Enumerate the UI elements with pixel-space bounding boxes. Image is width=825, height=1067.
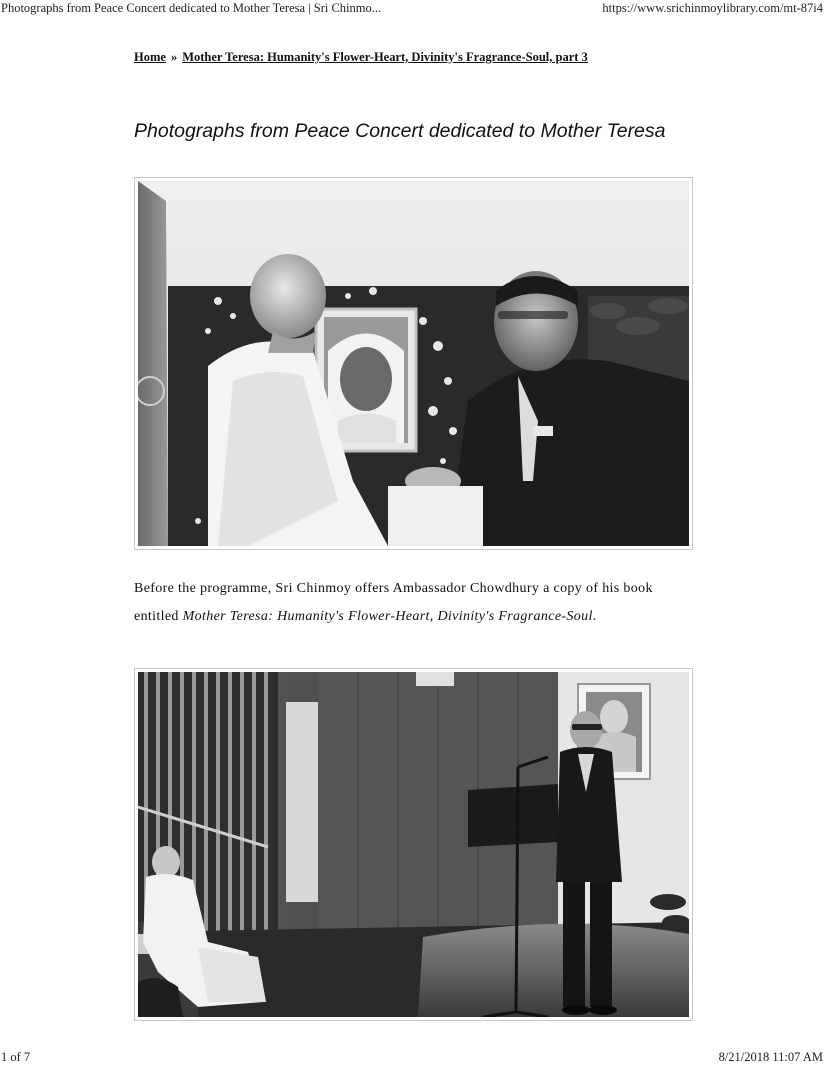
print-header <box>0 0 825 18</box>
page-title: Photographs from Peace Concert dedicated to Mother Teresa <box>134 120 666 142</box>
breadcrumb-parent-link[interactable]: Mother Teresa: Humanity's Flower-Heart, Divinity's Fragrance-Soul, part 3 <box>182 50 588 64</box>
photo-handshake[interactable] <box>134 177 693 550</box>
caption-text: Before the programme, Sri Chinmoy offers Ambassador Chowdhury a copy of his book entitled <box>134 581 653 624</box>
photo-handshake-caption <box>134 575 694 631</box>
photo-stage-image <box>138 672 689 1017</box>
breadcrumb-separator: » <box>170 50 178 64</box>
print-page-count: 1 of 7 <box>1 1050 31 1064</box>
breadcrumb <box>134 50 588 65</box>
caption-end: . <box>592 609 597 624</box>
photo-stage[interactable] <box>134 668 693 1021</box>
print-footer <box>0 1050 825 1067</box>
breadcrumb-home-link[interactable]: Home <box>134 50 166 64</box>
photo-handshake-image <box>138 181 689 546</box>
print-timestamp: 8/21/2018 11:07 AM <box>718 1050 823 1064</box>
print-page-title: Photographs from Peace Concert dedicated to Mother Teresa | Sri Chinmo... <box>1 1 382 15</box>
caption-book-title: Mother Teresa: Humanity's Flower-Heart, Divinity's Fragrance-Soul <box>182 609 593 624</box>
print-url: https://www.srichinmoylibrary.com/mt-87i4 <box>602 1 823 15</box>
